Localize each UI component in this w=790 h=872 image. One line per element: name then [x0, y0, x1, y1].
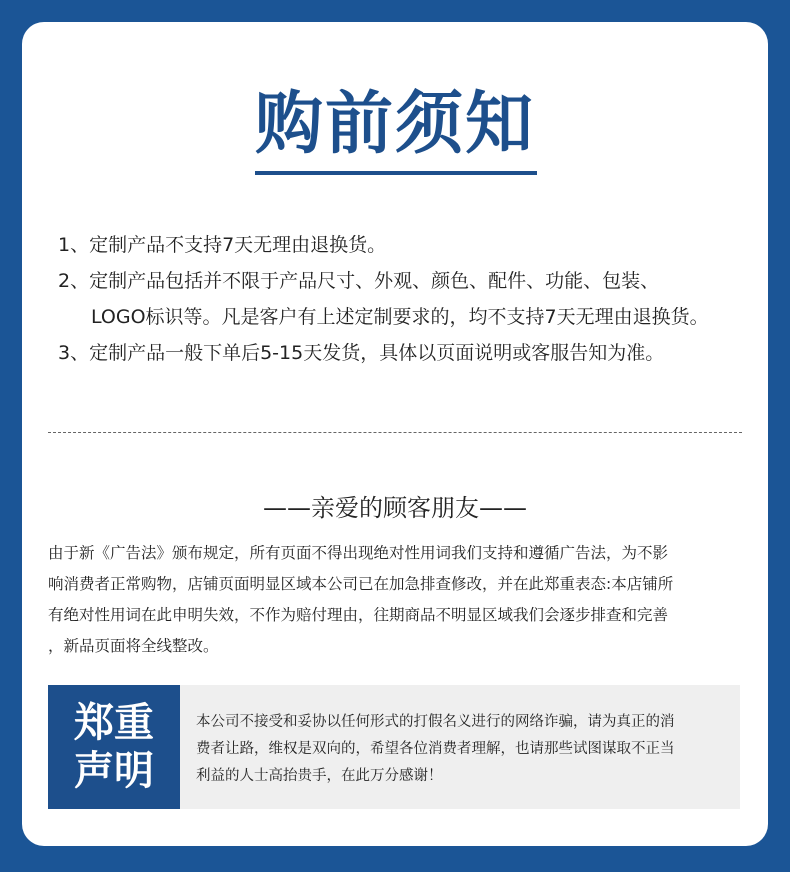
page-title: 购前须知 [254, 85, 535, 164]
notice-card [22, 22, 768, 846]
rules-list [58, 227, 748, 371]
rule-item-3: 3、定制产品一般下单后5-15天发货，具体以页面说明或客服告知为准。 [58, 342, 665, 364]
statement-box [48, 685, 740, 809]
statement-badge: 郑重 声明 [48, 685, 180, 809]
ad-law-notice: 由于新《广告法》颁布规定，所有页面不得出现绝对性用词我们支持和遵循广告法，为不影 响消费者正常购物，店铺页面明显区域本公司已在加急排查修改，并在此郑重表态:本店铺所 有绝对性用词在此申明失效，不作为赔付理由，往期商品不明显区域我们会逐步排查和完善 ，新品页面将全线整改。 [48, 544, 674, 655]
title-underline [255, 171, 537, 175]
statement-text: 本公司不接受和妥协以任何形式的打假名义进行的网络诈骗，请为真正的消 费者让路，维权是双向的，希望各位消费者理解，也请那些试图谋取不正当 利益的人士高抬贵手，在此万分感谢！ [196, 714, 675, 784]
rule-item-2: 2、定制产品包括并不限于产品尺寸、外观、颜色、配件、功能、包装、 LOGO标识等。凡是客户有上述定制要求的，均不支持7天无理由退换货。 [58, 270, 709, 328]
section-subtitle: ——亲爱的顾客朋友—— [263, 494, 527, 522]
rule-item-1: 1、定制产品不支持7天无理由退换货。 [58, 234, 387, 256]
dashed-divider [48, 432, 742, 433]
